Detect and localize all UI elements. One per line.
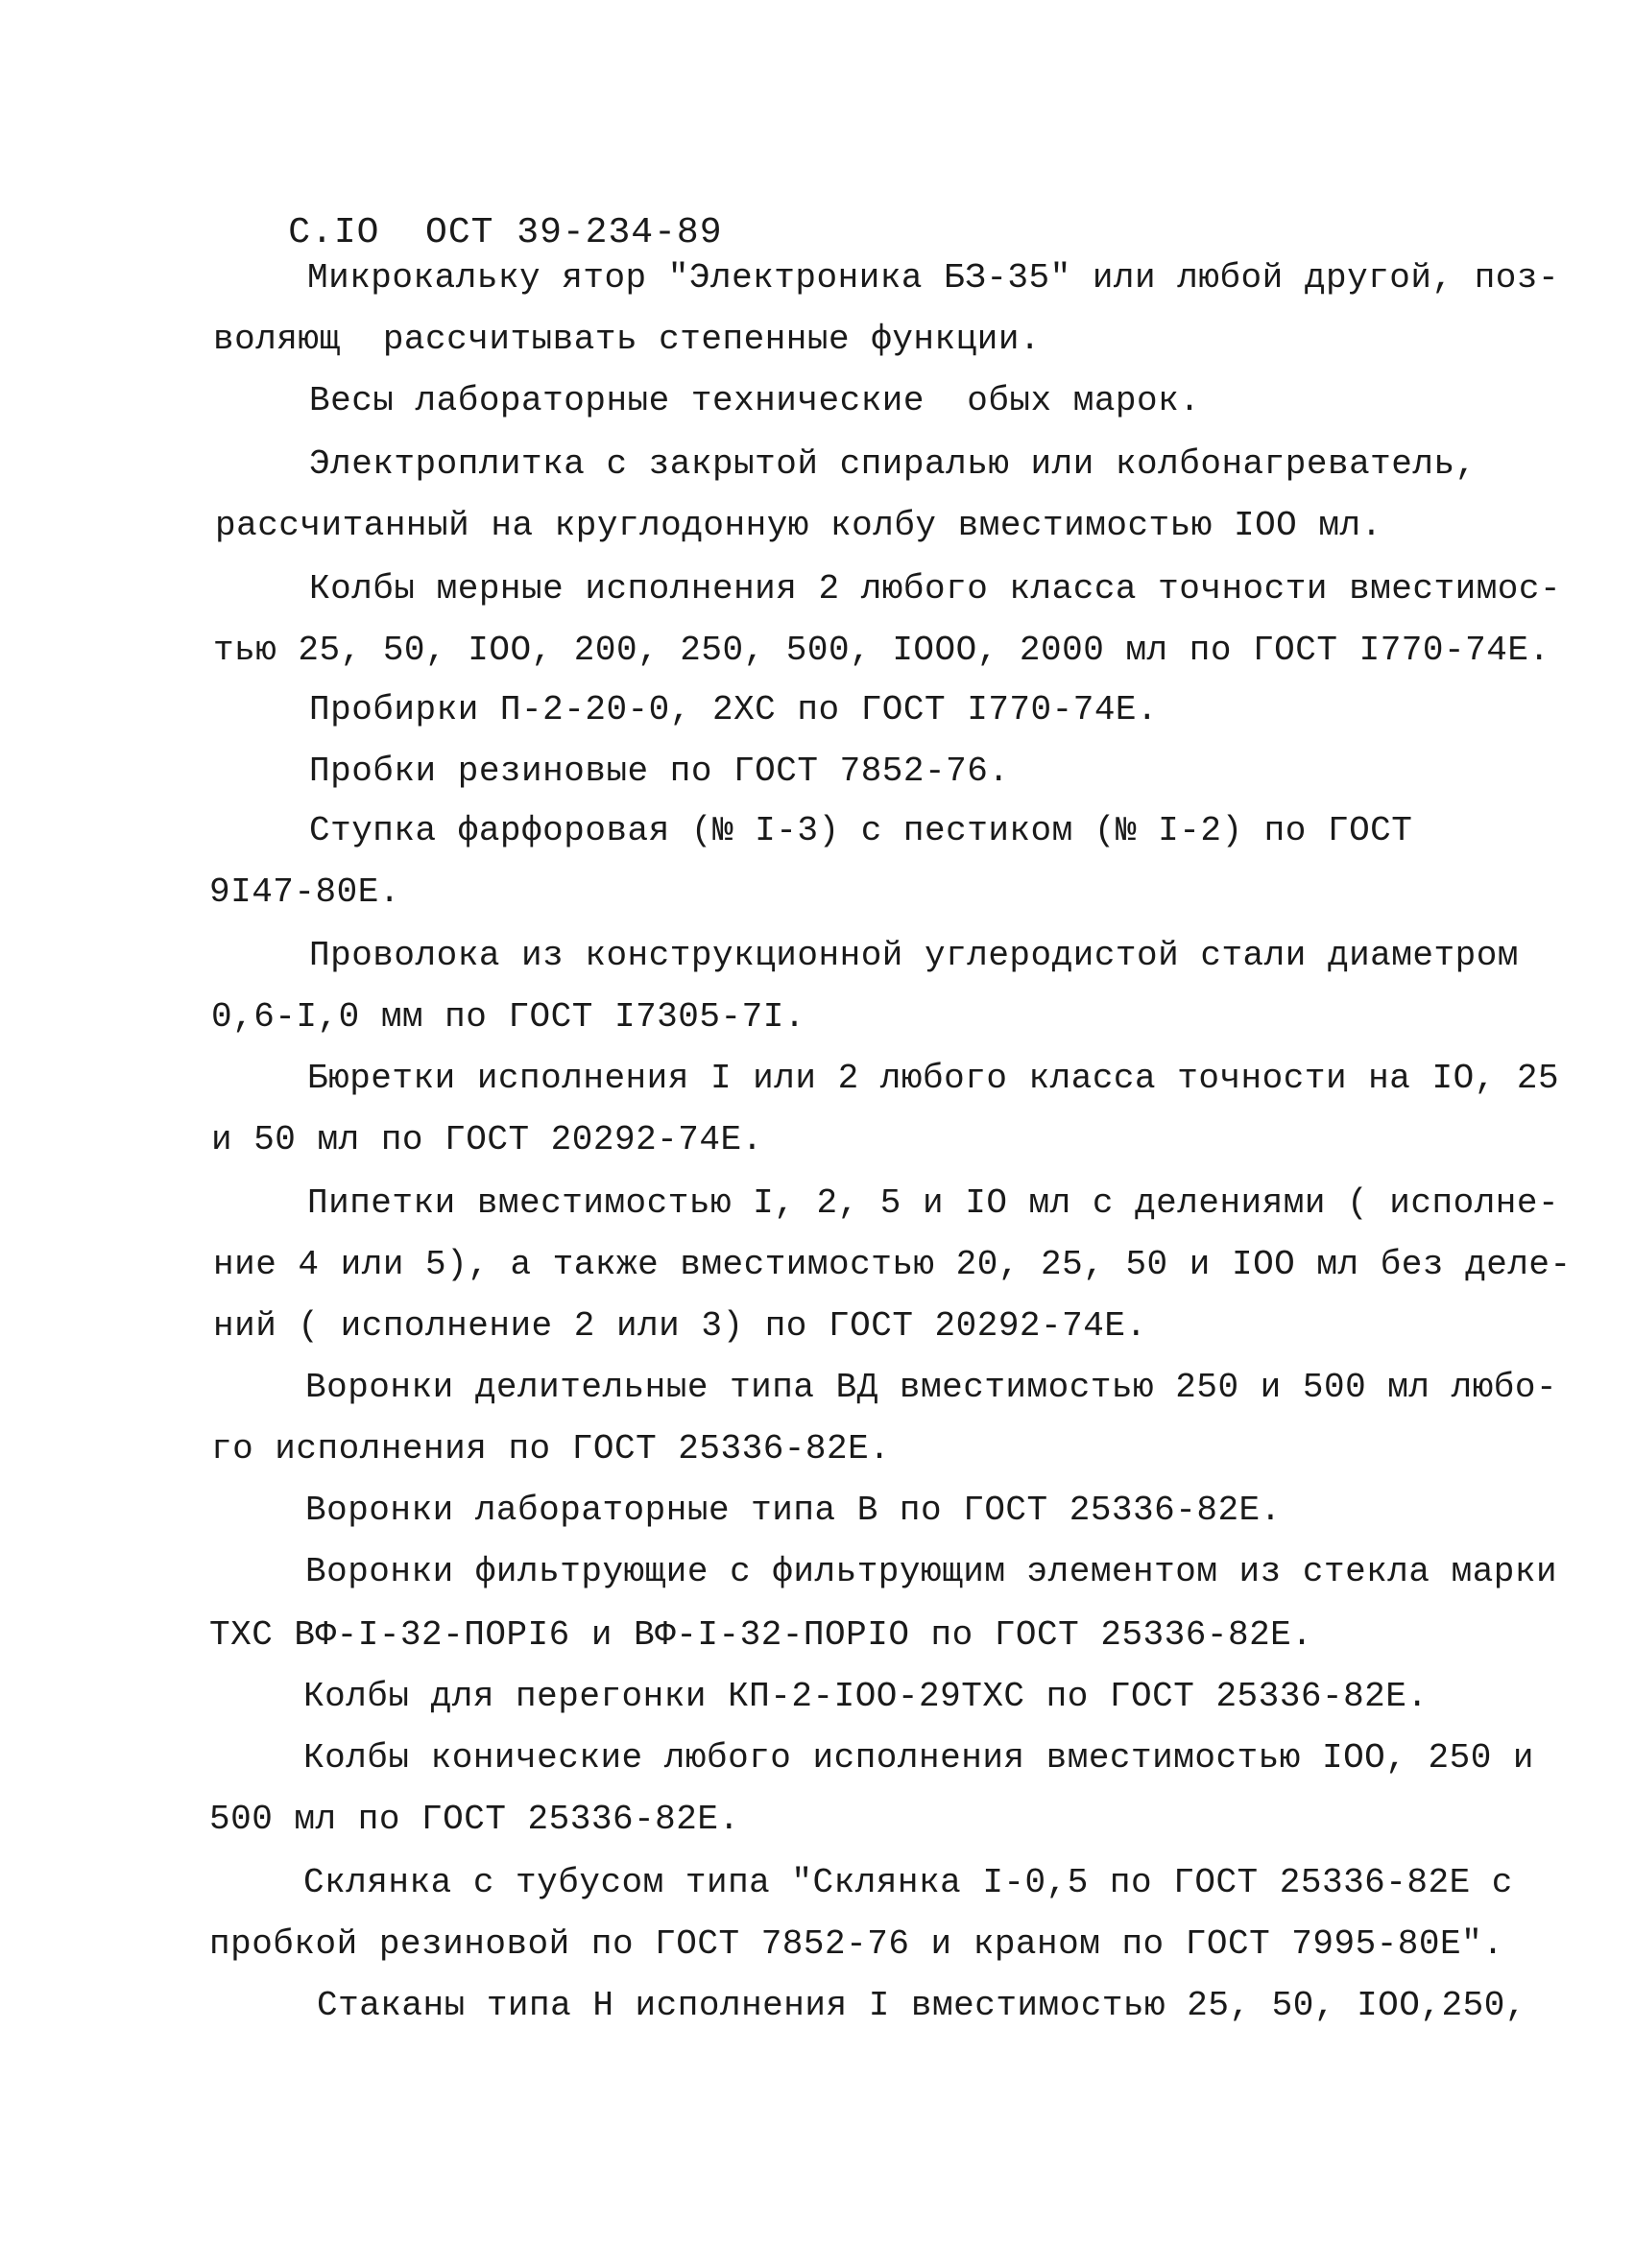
- paragraph-15-line-2: 500 мл по ГОСТ 25336-82Е.: [209, 1800, 740, 1839]
- paragraph-13-line-1: Воронки фильтрующие с фильтрующим элементом из стекла марки: [305, 1552, 1558, 1591]
- page-number: С.IО: [288, 212, 380, 253]
- paragraph-10-line-2: ние 4 или 5), а также вместимостью 20, 25, 50 и IОО мл без деле-: [213, 1245, 1572, 1284]
- paragraph-15-line-1: Колбы конические любого исполнения вместимостью IОО, 250 и: [303, 1738, 1535, 1778]
- paragraph-6-line-1: Пробки резиновые по ГОСТ 7852-76.: [309, 752, 1010, 791]
- paragraph-12-line-1: Воронки лабораторные типа В по ГОСТ 25336-82Е.: [305, 1491, 1282, 1530]
- paragraph-16-line-1: Склянка с тубусом типа "Склянка I-0,5 по ГОСТ 25336-82Е с: [303, 1863, 1513, 1902]
- paragraph-10-line-3: ний ( исполнение 2 или 3) по ГОСТ 20292-74Е.: [213, 1306, 1147, 1346]
- paragraph-8-line-2: 0,6-I,0 мм по ГОСТ I7305-7I.: [211, 997, 805, 1037]
- paragraph-7-line-1: Ступка фарфоровая (№ I-3) с пестиком (№ I-2) по ГОСТ: [309, 811, 1413, 850]
- paragraph-4-line-1: Колбы мерные исполнения 2 любого класса точности вместимос-: [309, 569, 1562, 609]
- paragraph-11-line-2: го исполнения по ГОСТ 25336-82Е.: [211, 1429, 891, 1468]
- paragraph-14-line-1: Колбы для перегонки КП-2-IОО-29ТХС по ГОСТ 25336-82Е.: [303, 1677, 1429, 1716]
- paragraph-17-line-1: Стаканы типа Н исполнения I вместимостью 25, 50, IОО,250,: [317, 1986, 1526, 2025]
- paragraph-9-line-2: и 50 мл по ГОСТ 20292-74Е.: [211, 1120, 763, 1159]
- paragraph-3-line-2: рассчитанный на круглодонную колбу вместимостью IОО мл.: [215, 506, 1382, 545]
- paragraph-13-line-2: ТХС ВФ-I-32-ПОРI6 и ВФ-I-32-ПОРIО по ГОСТ 25336-82Е.: [209, 1615, 1313, 1655]
- paragraph-1-line-2: воляющ рассчитывать степенные функции.: [213, 320, 1042, 359]
- paragraph-11-line-1: Воронки делительные типа ВД вместимостью 250 и 500 мл любо-: [305, 1368, 1558, 1407]
- paragraph-5-line-1: Пробирки П-2-20-0, 2ХС по ГОСТ I770-74Е.: [309, 690, 1159, 729]
- paragraph-16-line-2: пробкой резиновой по ГОСТ 7852-76 и краном по ГОСТ 7995-80Е".: [209, 1924, 1504, 1964]
- paragraph-10-line-1: Пипетки вместимостью I, 2, 5 и IО мл с делениями ( исполне-: [307, 1183, 1560, 1223]
- paragraph-4-line-2: тью 25, 50, IОО, 200, 250, 500, IООО, 2000 мл по ГОСТ I770-74Е.: [213, 631, 1550, 670]
- document-code: ОСТ 39-234-89: [425, 212, 723, 253]
- paragraph-3-line-1: Электроплитка с закрытой спиралью или колбонагреватель,: [309, 444, 1477, 484]
- paragraph-9-line-1: Бюретки исполнения I или 2 любого класса точности на IО, 25: [307, 1059, 1560, 1098]
- paragraph-1-line-1: Микрокальку ятор "Электроника БЗ-35" или любой другой, поз-: [307, 258, 1560, 298]
- paragraph-8-line-1: Проволока из конструкционной углеродистой стали диаметром: [309, 936, 1519, 975]
- paragraph-2-line-1: Весы лабораторные технические обых марок.: [309, 381, 1201, 420]
- paragraph-7-line-2: 9I47-80Е.: [209, 872, 400, 912]
